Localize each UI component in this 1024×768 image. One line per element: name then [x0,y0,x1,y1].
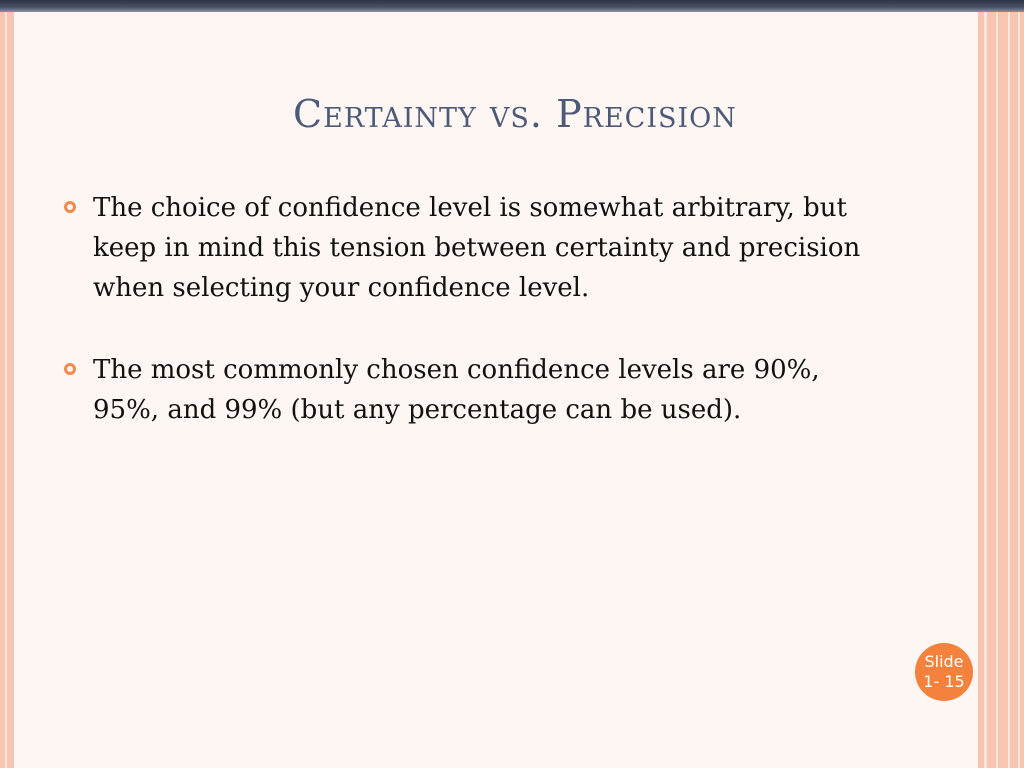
bullet-text: The choice of confidence level is somewhat arbitrary, but keep in mind this tension between certainty and precision when selecting your confidence level. [93,193,861,303]
slide-badge-label: Slide [924,652,964,671]
bullet-list [60,188,880,472]
bullet-text: The most commonly chosen confidence levels are 90%, 95%, and 99% (but any percentage can be used). [93,355,820,425]
left-stripe [0,12,14,768]
bullet-item [60,188,880,308]
circle-bullet-icon [64,201,76,213]
right-stripe-line-3 [1008,12,1010,768]
top-bar [0,0,1024,12]
slide-badge-number: 1- 15 [923,672,965,691]
right-stripe-line-2 [996,12,998,768]
bullet-item [60,350,880,430]
slide-number-badge [915,643,973,701]
left-stripe-line [5,12,7,768]
right-stripe-line-4 [1018,12,1020,768]
circle-bullet-icon [64,363,76,375]
slide-title: Certainty vs. Precision [293,92,737,136]
right-stripe-line-1 [984,12,987,768]
